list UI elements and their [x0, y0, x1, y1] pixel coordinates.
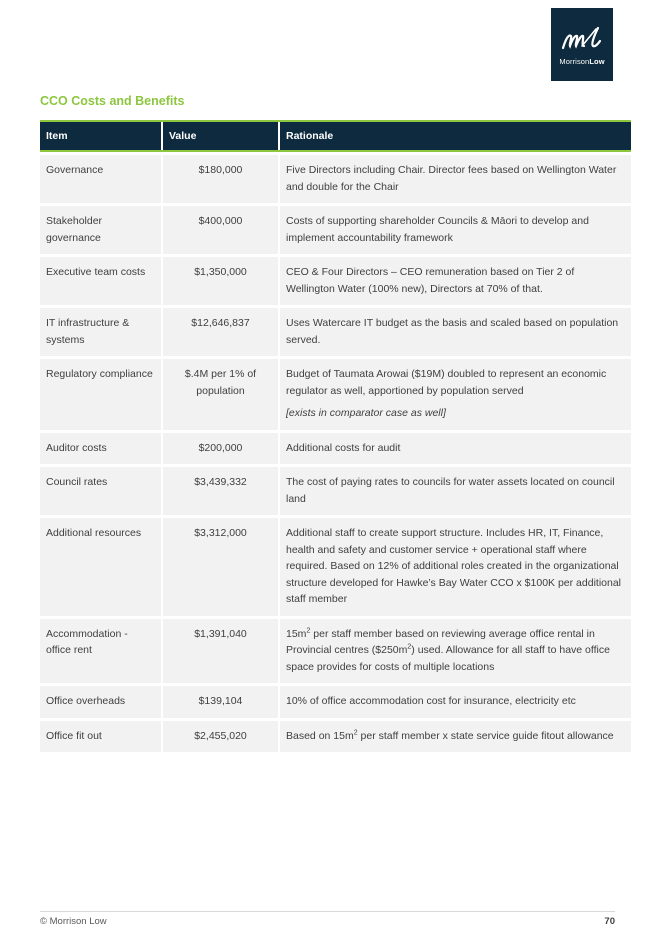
footer-divider [40, 911, 615, 912]
cell-value: $400,000 [163, 206, 278, 254]
cell-item: Stakeholder governance [40, 206, 161, 254]
header-rationale: Rationale [280, 122, 631, 150]
cell-rationale: Costs of supporting shareholder Councils & Māori to develop and implement accountability framework [280, 206, 631, 254]
rationale-part-a: 15m [286, 627, 307, 640]
table-row [40, 619, 631, 684]
cell-value: $1,391,040 [163, 619, 278, 684]
cell-item: IT infrastructure & systems [40, 308, 161, 356]
cell-rationale [280, 619, 631, 684]
cell-item: Governance [40, 155, 161, 203]
rationale-note: [exists in comparator case as well] [286, 407, 446, 419]
page-number: 70 [604, 916, 615, 927]
table-row [40, 257, 631, 305]
superscript: 2 [353, 729, 358, 736]
rationale-part-b: per staff member x state service guide fitout allowance [357, 729, 614, 742]
table-row [40, 155, 631, 203]
rationale-part-a: Based on 15m [286, 729, 354, 742]
cell-rationale [280, 721, 631, 753]
cell-value: $2,455,020 [163, 721, 278, 753]
cell-rationale: Additional costs for audit [280, 433, 631, 465]
table-row [40, 467, 631, 515]
costs-table [40, 120, 631, 752]
cell-item: Council rates [40, 467, 161, 515]
logo-monogram-icon [560, 24, 604, 54]
table-row [40, 359, 631, 430]
cell-rationale [280, 359, 631, 430]
cell-item: Office fit out [40, 721, 161, 753]
cell-rationale: The cost of paying rates to councils for water assets located on council land [280, 467, 631, 515]
cell-item: Auditor costs [40, 433, 161, 465]
rationale-text: Budget of Taumata Arowai ($19M) doubled to represent an economic regulator as well, apportioned by population served [286, 368, 607, 397]
cell-rationale: Five Directors including Chair. Director fees based on Wellington Water and double for the Chair [280, 155, 631, 203]
cell-value: $200,000 [163, 433, 278, 465]
superscript: 2 [407, 643, 412, 651]
cell-rationale: Uses Watercare IT budget as the basis and scaled based on population served. [280, 308, 631, 356]
cell-item: Regulatory compliance [40, 359, 161, 430]
cell-value: $3,312,000 [163, 518, 278, 616]
cell-rationale: CEO & Four Directors – CEO remuneration based on Tier 2 of Wellington Water (100% new), Directors at 70% of that. [280, 257, 631, 305]
table-row [40, 308, 631, 356]
header-item: Item [40, 122, 161, 150]
section-title: CCO Costs and Benefits [40, 94, 185, 108]
table-row [40, 206, 631, 254]
superscript: 2 [306, 627, 311, 634]
cell-value: $1,350,000 [163, 257, 278, 305]
cell-value: $3,439,332 [163, 467, 278, 515]
cell-value: $12,646,837 [163, 308, 278, 356]
footer-copyright: © Morrison Low [40, 916, 107, 927]
cell-item: Executive team costs [40, 257, 161, 305]
morrison-low-logo [551, 8, 613, 81]
header-value: Value [163, 122, 278, 150]
table-row [40, 686, 631, 718]
cell-item: Accommodation - office rent [40, 619, 161, 684]
cell-value: $139,104 [163, 686, 278, 718]
cell-item: Additional resources [40, 518, 161, 616]
logo-wordmark: MorrisonLow [559, 56, 605, 66]
rationale-part-b: per staff member based on reviewing average office rental in Provincial centres ($250m [286, 627, 595, 656]
cell-item: Office overheads [40, 686, 161, 718]
table-row [40, 433, 631, 465]
rationale-part-c: ) used. Allowance for all staff to have office space provides for costs of multiple locations [286, 644, 610, 673]
table-row [40, 721, 631, 753]
cell-rationale: 10% of office accommodation cost for insurance, electricity etc [280, 686, 631, 718]
cell-value: $180,000 [163, 155, 278, 203]
cell-value: $.4M per 1% of population [163, 359, 278, 430]
table-header [40, 120, 631, 152]
cell-rationale: Additional staff to create support structure. Includes HR, IT, Finance, health and safety and customer service + operational staff where required. Based on 12% of additional roles created in the organizational structure developed for Hawke’s Bay Water CCO x $100K per additional staff member [280, 518, 631, 616]
table-row [40, 518, 631, 616]
